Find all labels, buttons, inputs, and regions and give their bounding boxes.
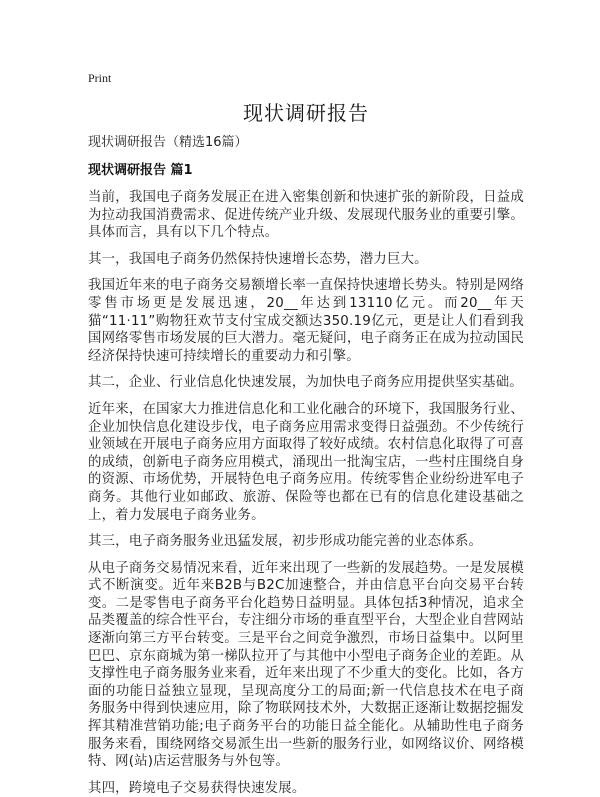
paragraph-point-2: 其二，企业、行业信息化快速发展，为加快电子商务应用提供坚实基础。 bbox=[88, 375, 523, 391]
print-label[interactable]: Print bbox=[88, 71, 112, 85]
page-title: 现状调研报告 bbox=[243, 101, 369, 125]
paragraph-intro: 当前，我国电子商务发展正在进入密集创新和快速扩张的新阶段，日益成为拉动我国消费需求、促进传统产业升级、发展现代服务业的重要引擎。具体而言，具有以下几个特点。 bbox=[88, 190, 524, 241]
document-subtitle: 现状调研报告（精选16篇） bbox=[88, 135, 248, 150]
paragraph-body-1: 我国近年来的电子商务交易额增长率一直保持快速增长势头。特别是网络零售市场更是发展迅速，20__年达到13110亿元。而20__年天猫“11·11”购物狂欢节支付宝成交额达350.19亿元，更是让人们看到我国网络零售市场发展的巨大潜力。毫无疑问，电子商务正在成为拉动国民经济保持快速可持续增长的重要动力和引擎。 bbox=[88, 278, 524, 364]
paragraph-body-3: 从电子商务交易情况来看，近年来出现了一些新的发展趋势。一是发展模式不断演变。近年来B2B与B2C加速整合，并由信息平台向交易平台转变。二是零售电子商务平台化趋势日益明显。具体包括3种情况，追求全品类覆盖的综合性平台，专注细分市场的垂直型平台，大型企业自营网站逐渐向第三方平台转变。三是平台之间竞争激烈，市场日益集中。以阿里巴巴、京东商城为第一梯队拉开了与其他中小型电子商务企业的差距。从支撑性电子商务服务业来看，近年来出现了不少重大的变化。比如，各方面的功能日益独立显现，呈现高度分工的局面;新一代信息技术在电子商务服务中得到快速应用，除了物联网技术外，大数据正逐渐让数据挖掘发挥其精准营销功能;电子商务平台的功能日益全能化。从辅助性电子商务服务来看，围绕网络交易派生出一些新的服务行业，如网络议价、网络模特、网(站)店运营服务与外包等。 bbox=[88, 560, 524, 770]
paragraph-point-3: 其三，电子商务服务业迅猛发展，初步形成功能完善的业态体系。 bbox=[88, 534, 483, 550]
paragraph-point-1: 其一，我国电子商务仍然保持快速增长态势，潜力巨大。 bbox=[88, 251, 428, 267]
paragraph-point-4: 其四，跨境电子交易获得快速发展。 bbox=[88, 780, 306, 796]
document-page bbox=[88, 70, 524, 797]
paragraph-body-2: 近年来，在国家大力推进信息化和工业化融合的环境下，我国服务行业、企业加快信息化建设步伐，电子商务应用需求变得日益强劲。不少传统行业领域在开展电子商务应用方面取得了较好成绩。农村信息化取得了可喜的成绩，创新电子商务应用模式，涌现出一批淘宝店，一些村庄围绕自身的资源、市场优势，开展特色电子商务应用。传统零售企业纷纷进军电子商务。其他行业如邮政、旅游、保险等也都在已有的信息化建设基础之上，着力发展电子商务业务。 bbox=[88, 401, 524, 523]
section-heading: 现状调研报告 篇1 bbox=[88, 163, 193, 178]
